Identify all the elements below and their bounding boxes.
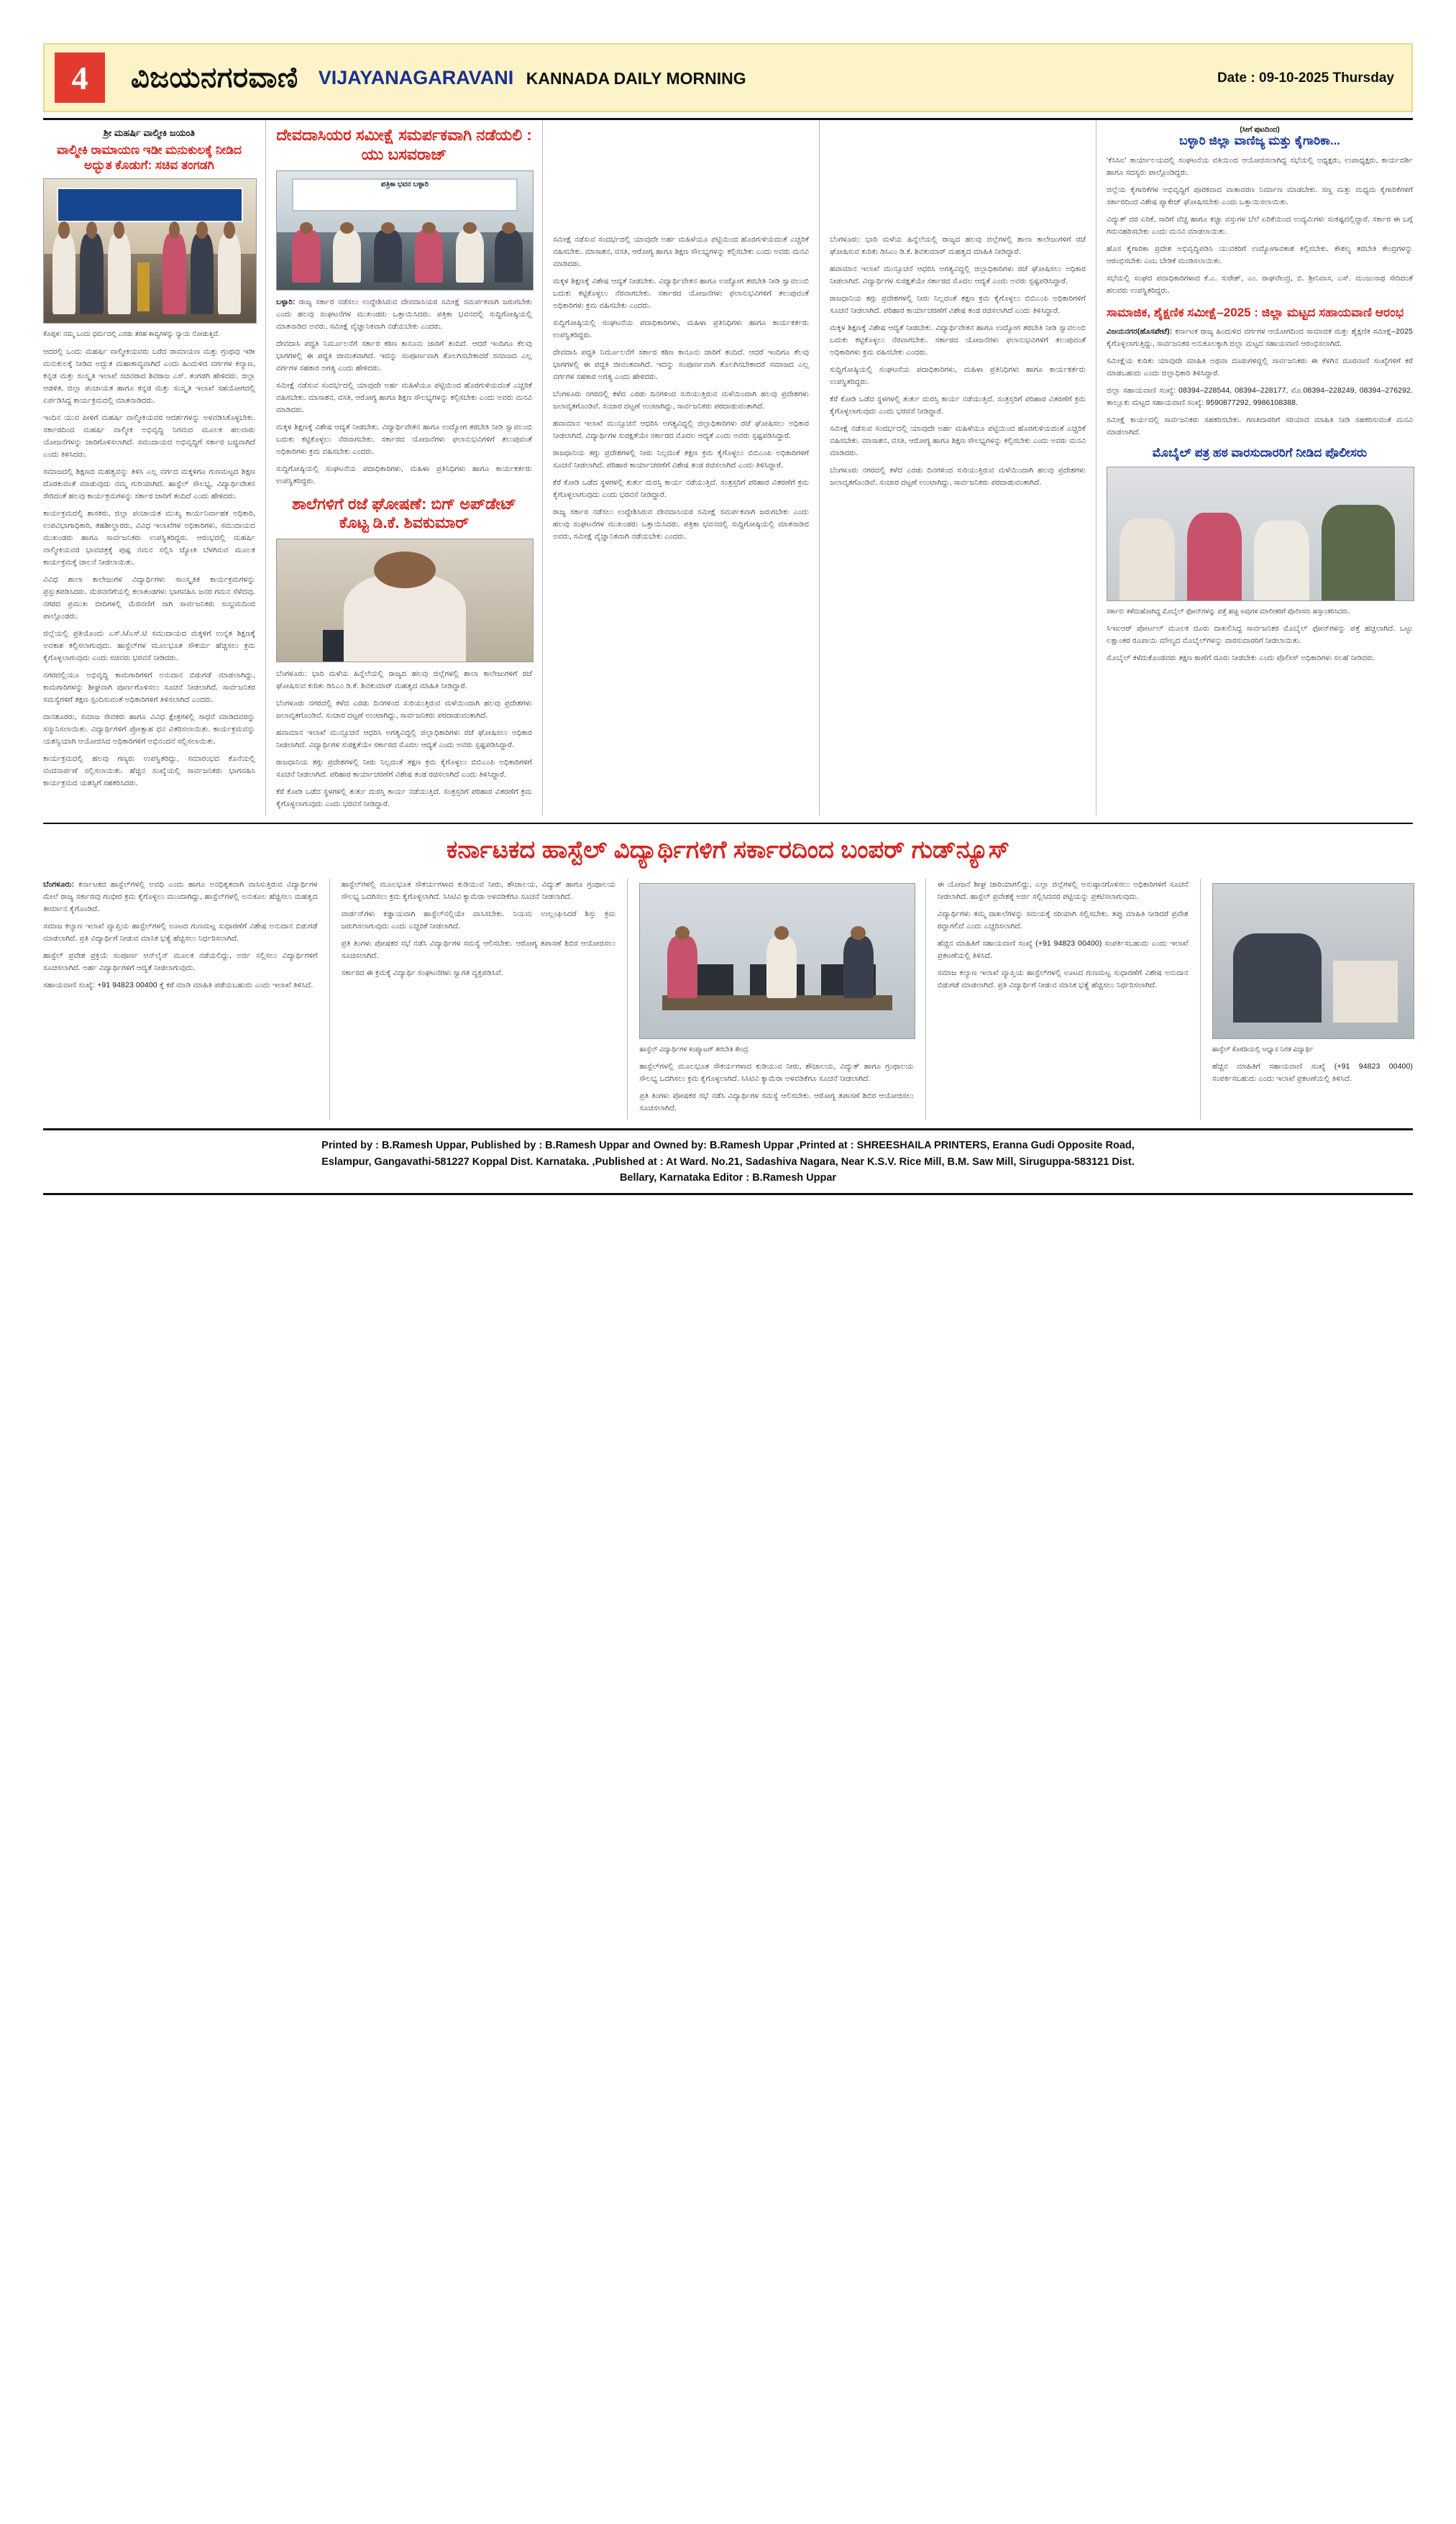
col5-third-body [1107, 623, 1413, 664]
col5-second-lead: ವಿಜಯನಗರ(ಹೊಸಪೇಟೆ): [1107, 327, 1173, 337]
feature-rule [43, 823, 1413, 824]
feature-para [43, 879, 318, 915]
masthead [43, 43, 1413, 112]
column-2 [266, 120, 543, 815]
col5-photo [1107, 467, 1414, 601]
col3-runover-para: ಬೆಂಗಳೂರು ನಗರದಲ್ಲಿ ಕಳೆದ ಎರಡು ದಿನಗಳಿಂದ ಸುರಿಯುತ್ತಿರುವ ಮಳೆಯಿಂದಾಗಿ ಹಲವು ಪ್ರದೇಶಗಳು ಜಲಾವೃತಗೊಂಡಿವೆ. ಸಂಚಾರ ದಟ್ಟಣೆ ಉಂಟಾಗಿದ್ದು, ಸಾರ್ವಜನಿಕರು ಪರದಾಡುವಂತಾಗಿದೆ. [553, 390, 809, 411]
col1-para: ದಾನಶೂರರು, ಸಮಾಜ ಸೇವಕರು ಹಾಗೂ ವಿವಿಧ ಕ್ಷೇತ್ರಗಳಲ್ಲಿ ಸಾಧನೆ ಮಾಡಿದವರನ್ನು ಸನ್ಮಾನಿಸಲಾಯಿತು. ವಿದ್ಯಾರ್ಥಿಗಳಿಗೆ ಪ್ರೋತ್ಸಾಹ ಧನ ವಿತರಿಸಲಾಯಿತು. ಕಾರ್ಯಕ್ರಮವನ್ನು ಯಶಸ್ವಿಯಾಗಿ ಆಯೋಜಿಸಿದ ಅಧಿಕಾರಿಗಳಿಗೆ ಅಭಿನಂದನೆ ಸಲ್ಲಿಸಲಾಯಿತು. [43, 712, 255, 746]
col5-third-para: ಮೊಬೈಲ್ ಕಳೆದುಕೊಂಡವರು ತಕ್ಷಣ ಠಾಣೆಗೆ ದೂರು ನೀಡಬೇಕು ಎಂದು ಪೊಲೀಸ್ ಅಧಿಕಾರಿಗಳು ಸಲಹೆ ನೀಡಿದರು. [1107, 654, 1376, 663]
footer [43, 1130, 1413, 1186]
masthead-title-english-text: VIJAYANAGARAVANI [318, 66, 514, 88]
col2-photo-label: ಪತ್ರಿಕಾ ಭವನ ಬಳ್ಳಾರಿ [380, 180, 429, 188]
col4-runover-para: ಬೆಂಗಳೂರು: ಭಾರಿ ಮಳೆಯ ಹಿನ್ನೆಲೆಯಲ್ಲಿ ರಾಜ್ಯದ ಹಲವು ಜಿಲ್ಲೆಗಳಲ್ಲಿ ಶಾಲಾ ಕಾಲೇಜುಗಳಿಗೆ ರಜೆ ಘೋಷಿಸುವ ಕುರಿತು ಡಿಸಿಎಂ ಡಿ.ಕೆ. ಶಿವಕುಮಾರ್ ಮಹತ್ವದ ಮಾಹಿತಿ ನೀಡಿದ್ದಾರೆ. [830, 235, 1086, 256]
col3-runover-para: ಸಮೀಕ್ಷೆ ನಡೆಸುವ ಸಂದರ್ಭದಲ್ಲಿ ಯಾವುದೇ ಅರ್ಹ ಮಹಿಳೆಯೂ ಪಟ್ಟಿಯಿಂದ ಹೊರಗುಳಿಯದಂತೆ ಎಚ್ಚರಿಕೆ ವಹಿಸಬೇಕು. ಮಾಸಾಶನ, ವಸತಿ, ಆರೋಗ್ಯ ಹಾಗೂ ಶಿಕ್ಷಣ ಸೌಲಭ್ಯಗಳನ್ನು ಕಲ್ಪಿಸಬೇಕು ಎಂದು ಅವರು ಮನವಿ ಮಾಡಿದರು. [553, 235, 809, 268]
col1-photo [43, 178, 257, 324]
col1-headline: ವಾಲ್ಮೀಕಿ ರಾಮಾಯಣ ಇಡೀ ಮನುಕುಲಕ್ಕೆ ನೀಡಿದ ಅದ್ಭುತ ಕೊಡುಗೆ: ಸಚಿವ ತಂಗಡಗಿ [57, 143, 242, 172]
feature-photo-caption-right: ಹಾಸ್ಟೆಲ್ ಕೊಠಡಿಯಲ್ಲಿ ಅಭ್ಯಾಸ ನಿರತ ವಿದ್ಯಾರ್ಥಿ [1212, 1045, 1314, 1053]
col4-runover-para: ಕೆರೆ ಕೋಡಿ ಒಡೆದ ಸ್ಥಳಗಳಲ್ಲಿ ತುರ್ತು ದುರಸ್ತಿ ಕಾರ್ಯ ನಡೆಯುತ್ತಿದೆ. ಸಂತ್ರಸ್ತರಿಗೆ ಪರಿಹಾರ ವಿತರಣೆಗೆ ಕ್ರಮ ಕೈಗೊಳ್ಳಲಾಗುವುದು ಎಂದು ಭರವಸೆ ನೀಡಿದ್ದಾರೆ. [830, 395, 1086, 416]
col2-sub-para: ರಾಜಧಾನಿಯ ತಗ್ಗು ಪ್ರದೇಶಗಳಲ್ಲಿ ನೀರು ನಿಲ್ಲದಂತೆ ತಕ್ಷಣ ಕ್ರಮ ಕೈಗೊಳ್ಳಲು ಬಿಬಿಎಂಪಿ ಅಧಿಕಾರಿಗಳಿಗೆ ಸೂಚನೆ ನೀಡಲಾಗಿದೆ. ಪರಿಹಾರ ಕಾರ್ಯಾಚರಣೆಗೆ ವಿಶೇಷ ತಂಡ ರಚಿಸಲಾಗಿದೆ ಎಂದು ತಿಳಿಸಿದ್ದಾರೆ. [276, 758, 532, 779]
column-4 [820, 120, 1096, 815]
footer-line-2: Eslampur, Gangavathi-581227 Koppal Dist. Karnataka. ,Published at : At Ward. No.21, Sadashiva Nagara, Near K.S.V. Rice Mill, B.M. Saw Mill, Siruguppa-583121 Dist. [321, 1156, 1135, 1168]
col2-body [276, 296, 532, 488]
col4-runover-para: ಬೆಂಗಳೂರು ನಗರದಲ್ಲಿ ಕಳೆದ ಎರಡು ದಿನಗಳಿಂದ ಸುರಿಯುತ್ತಿರುವ ಮಳೆಯಿಂದಾಗಿ ಹಲವು ಪ್ರದೇಶಗಳು ಜಲಾವೃತಗೊಂಡಿವೆ. ಸಂಚಾರ ದಟ್ಟಣೆ ಉಂಟಾಗಿದ್ದು, ಸಾರ್ವಜನಿಕರು ಪರದಾಡುವಂತಾಗಿದೆ. [830, 466, 1086, 487]
col1-para: ನಗರದಲ್ಲಿಯೂ ಅಭಿವೃದ್ಧಿ ಕಾಮಗಾರಿಗಳಿಗೆ ಅನುದಾನ ಬಿಡುಗಡೆ ಮಾಡಲಾಗಿದ್ದು, ಕಾಮಗಾರಿಗಳನ್ನು ಶೀಘ್ರವಾಗಿ ಪೂರ್ಣಗೊಳಿಸಲು ಸೂಚನೆ ನೀಡಲಾಗಿದೆ. ಸಾರ್ವಜನಿಕರ ಸಮಸ್ಯೆಗಳಿಗೆ ತಕ್ಷಣ ಸ್ಪಂದಿಸುವಂತೆ ಅಧಿಕಾರಿಗಳಿಗೆ ತಿಳಿಸಲಾಗಿದೆ ಎಂದರು. [43, 670, 255, 704]
col2-sub-photo [276, 539, 534, 662]
newspaper-page [0, 43, 1456, 2524]
col2-sub-para: ಹವಾಮಾನ ಇಲಾಖೆ ಮುನ್ಸೂಚನೆ ಆಧರಿಸಿ ಅಗತ್ಯವಿದ್ದಲ್ಲಿ ಜಿಲ್ಲಾಧಿಕಾರಿಗಳು ರಜೆ ಘೋಷಿಸಲು ಅಧಿಕಾರ ನೀಡಲಾಗಿದೆ. ವಿದ್ಯಾರ್ಥಿಗಳ ಸುರಕ್ಷತೆಯೇ ಸರ್ಕಾರದ ಮೊದಲ ಆದ್ಯತೆ ಎಂದು ಅವರು ಸ್ಪಷ್ಟಪಡಿಸಿದ್ದಾರೆ. [276, 728, 532, 750]
col5-second-para-text: ಕರ್ನಾಟಕ ರಾಜ್ಯ ಹಿಂದುಳಿದ ವರ್ಗಗಳ ಆಯೋಗದಿಂದ ಸಾಮಾಜಿಕ ಮತ್ತು ಶೈಕ್ಷಣಿಕ ಸಮೀಕ್ಷೆ–2025 ಕೈಗೊಳ್ಳಲಾಗುತ್ತಿದ್ದು, ಸಾರ್ವಜನಿಕರ ಅನುಕೂಲಕ್ಕಾಗಿ ಜಿಲ್ಲಾ ಮಟ್ಟದ ಸಹಾಯವಾಣಿ ಆರಂಭಿಸಲಾಗಿದೆ. [1107, 327, 1413, 349]
bottom-feature [43, 836, 1413, 1120]
col5-second-body [1107, 326, 1413, 439]
col2-lead-place: ಬಳ್ಳಾರಿ: [276, 297, 296, 306]
col1-para: ವಿವಿಧ ಶಾಲಾ ಕಾಲೇಜುಗಳ ವಿದ್ಯಾರ್ಥಿಗಳು ಸಾಂಸ್ಕೃತಿಕ ಕಾರ್ಯಕ್ರಮಗಳನ್ನು ಪ್ರಸ್ತುತಪಡಿಸಿದರು. ಮೆರವಣಿಗೆಯಲ್ಲಿ ಕಲಾತಂಡಗಳು ಭಾಗವಹಿಸಿ ಜನರ ಗಮನ ಸೆಳೆದವು. ನಗರದ ಪ್ರಮುಖ ಬೀದಿಗಳಲ್ಲಿ ಮೆರವಣಿಗೆ ಸಾಗಿ ಸಾರ್ವಜನಿಕರು ಸಂಭ್ರಮದಿಂದ ಪಾಲ್ಗೊಂಡರು. [43, 575, 255, 621]
feature-col-2 [330, 879, 628, 1120]
col5-third-para: ಸಿಇಐಆರ್ ಪೋರ್ಟಲ್ ಮೂಲಕ ದೂರು ದಾಖಲಿಸಿದ್ದ ಸಾರ್ವಜನಿಕರ ಮೊಬೈಲ್ ಫೋನ್‌ಗಳನ್ನು ಪತ್ತೆ ಹಚ್ಚಲಾಗಿದೆ. ಒಟ್ಟು ಲಕ್ಷಾಂತರ ರೂಪಾಯಿ ಮೌಲ್ಯದ ಮೊಬೈಲ್‌ಗಳನ್ನು ವಾರಸುದಾರರಿಗೆ ನೀಡಲಾಯಿತು. [1107, 624, 1413, 646]
col5-para: ವಿದ್ಯುತ್ ದರ ಏರಿಕೆ, ಸಾರಿಗೆ ವೆಚ್ಚ ಹಾಗೂ ಕಚ್ಚಾ ವಸ್ತುಗಳ ಬೆಲೆ ಏರಿಕೆಯಿಂದ ಉದ್ಯಮಿಗಳು ಸಂಕಷ್ಟದಲ್ಲಿದ್ದಾರೆ. ಸರ್ಕಾರ ಈ ಬಗ್ಗೆ ಗಮನಹರಿಸಬೇಕು ಎಂದು ಮನವಿ ಮಾಡಲಾಯಿತು. [1107, 214, 1413, 236]
col5-second-para: ಸಮೀಕ್ಷೆಯ ಕುರಿತು ಯಾವುದೇ ಮಾಹಿತಿ ಅಥವಾ ದೂರುಗಳಿದ್ದಲ್ಲಿ ಸಾರ್ವಜನಿಕರು ಈ ಕೆಳಗಿನ ದೂರವಾಣಿ ಸಂಖ್ಯೆಗಳಿಗೆ ಕರೆ ಮಾಡಬಹುದು ಎಂದು ಜಿಲ್ಲಾಧಿಕಾರಿ ತಿಳಿಸಿದ್ದಾರೆ. [1107, 357, 1413, 378]
footer-line-3: Bellary, Karnataka Editor : B.Ramesh Uppar [619, 1171, 837, 1184]
masthead-subtitle-english: KANNADA DAILY MORNING [526, 68, 746, 88]
page-number: 4 [55, 52, 105, 103]
col4-runover-para: ಹವಾಮಾನ ಇಲಾಖೆ ಮುನ್ಸೂಚನೆ ಆಧರಿಸಿ ಅಗತ್ಯವಿದ್ದಲ್ಲಿ ಜಿಲ್ಲಾಧಿಕಾರಿಗಳು ರಜೆ ಘೋಷಿಸಲು ಅಧಿಕಾರ ನೀಡಲಾಗಿದೆ. ವಿದ್ಯಾರ್ಥಿಗಳ ಸುರಕ್ಷತೆಯೇ ಸರ್ಕಾರದ ಮೊದಲ ಆದ್ಯತೆ ಎಂದು ಅವರು ಸ್ಪಷ್ಟಪಡಿಸಿದ್ದಾರೆ. [830, 265, 1086, 285]
col1-para: ಜಿಲ್ಲೆಯಲ್ಲಿ ಪ್ರತಿಯೊಂದು ಎಸ್.ಸಿ/ಎಸ್.ಟಿ ಸಮುದಾಯದ ಮಕ್ಕಳಿಗೆ ಉನ್ನತ ಶಿಕ್ಷಣಕ್ಕೆ ಅವಕಾಶ ಕಲ್ಪಿಸಲಾಗುವುದು. ಹಾಸ್ಟೆಲ್‌ಗಳ ಮೂಲಭೂತ ಸೌಕರ್ಯ ಹೆಚ್ಚಿಸಲು ಕ್ರಮ ಕೈಗೊಳ್ಳಲಾಗುವುದು ಎಂದು ಸಚಿವರು ಭರವಸೆ ನೀಡಿದರು. [43, 628, 255, 662]
col5-second-para: ಜಿಲ್ಲಾ ಸಹಾಯವಾಣಿ ಸಂಖ್ಯೆ: 08394–228544, 08394–228177, ಮೊ.08394–228249, 08394–276292. ತಾಲ್ಲೂಕು ಮಟ್ಟದ ಸಹಾಯವಾಣಿ ಸಂಖ್ಯೆ: 9590877292, 9986108388. [1107, 386, 1413, 408]
col4-runover-body [830, 234, 1086, 489]
feature-para: ವಿದ್ಯಾರ್ಥಿಗಳು ತಮ್ಮ ದಾಖಲೆಗಳನ್ನು ಸಮಯಕ್ಕೆ ಸರಿಯಾಗಿ ಸಲ್ಲಿಸಬೇಕು. ತಪ್ಪು ಮಾಹಿತಿ ನೀಡಿದರೆ ಪ್ರವೇಶ ರದ್ದಾಗಲಿದೆ ಎಂದು ಎಚ್ಚರಿಸಲಾಗಿದೆ. [937, 909, 1189, 931]
feature-para: ಪ್ರತಿ ತಿಂಗಳು ಪೋಷಕರ ಸಭೆ ನಡೆಸಿ ವಿದ್ಯಾರ್ಥಿಗಳ ಸಮಸ್ಯೆ ಆಲಿಸಬೇಕು. ಆರೋಗ್ಯ ತಪಾಸಣೆ ಶಿಬಿರ ಆಯೋಜಿಸಲು ಸೂಚಿಸಲಾಗಿದೆ. [341, 938, 616, 960]
col2-sub-body [276, 668, 532, 810]
feature-lead-place: ಬೆಂಗಳೂರು: [43, 879, 75, 889]
col3-runover-para: ದೇವದಾಸಿ ಪದ್ಧತಿ ನಿರ್ಮೂಲನೆಗೆ ಸರ್ಕಾರ ಕಠಿಣ ಕಾನೂನು ಜಾರಿಗೆ ತಂದಿದೆ. ಆದರೆ ಇಂದಿಗೂ ಕೆಲವು ಭಾಗಗಳಲ್ಲಿ ಈ ಪದ್ಧತಿ ಜೀವಂತವಾಗಿದೆ. ಇದನ್ನು ಸಂಪೂರ್ಣವಾಗಿ ತೊಲಗಿಸಬೇಕಾದರೆ ಸಮಾಜದ ಎಲ್ಲ ವರ್ಗಗಳ ಸಹಕಾರ ಅಗತ್ಯ ಎಂದು ಹೇಳಿದರು. [553, 348, 809, 381]
col5-para: ಜಿಲ್ಲೆಯ ಕೈಗಾರಿಕೆಗಳ ಅಭಿವೃದ್ಧಿಗೆ ಪೂರಕವಾದ ವಾತಾವರಣ ನಿರ್ಮಾಣ ಮಾಡಬೇಕು. ಸಣ್ಣ ಮತ್ತು ಮಧ್ಯಮ ಕೈಗಾರಿಕೆಗಳಿಗೆ ಸರ್ಕಾರದಿಂದ ವಿಶೇಷ ಪ್ಯಾಕೇಜ್ ಘೋಷಿಸಬೇಕು ಎಂದು ಒತ್ತಾಯಿಸಲಾಯಿತು. [1107, 185, 1413, 206]
col1-photo-caption: ಕೊಪ್ಪಳ: ನಮ್ಮ ಒಂದು ಧರ್ಮದಲ್ಲಿ ಎರಡು ತರಹ ಕಾವ್ಯಗಳನ್ನು ನ್ಯಾಯ ನೋಡುತ್ತಿದೆ. [43, 330, 220, 339]
footer-line-1: Printed by : B.Ramesh Uppar, Published by : B.Ramesh Uppar and Owned by: B.Ramesh Uppar ,Printed at : SHREESHAILA PRINTERS, Eranna Gudi Opposite Road, [321, 1140, 1135, 1152]
col5-para: ಹೊಸ ಕೈಗಾರಿಕಾ ಪ್ರದೇಶ ಅಭಿವೃದ್ಧಿಪಡಿಸಿ ಯುವಕರಿಗೆ ಉದ್ಯೋಗಾವಕಾಶ ಕಲ್ಪಿಸಬೇಕು. ಕೌಶಲ್ಯ ತರಬೇತಿ ಕೇಂದ್ರಗಳನ್ನು ಆರಂಭಿಸಬೇಕು ಎಂಬ ಬೇಡಿಕೆ ಮಂಡಿಸಲಾಯಿತು. [1107, 244, 1413, 265]
col4-runover-para: ಸಮೀಕ್ಷೆ ನಡೆಸುವ ಸಂದರ್ಭದಲ್ಲಿ ಯಾವುದೇ ಅರ್ಹ ಮಹಿಳೆಯೂ ಪಟ್ಟಿಯಿಂದ ಹೊರಗುಳಿಯದಂತೆ ಎಚ್ಚರಿಕೆ ವಹಿಸಬೇಕು. ಮಾಸಾಶನ, ವಸತಿ, ಆರೋಗ್ಯ ಹಾಗೂ ಶಿಕ್ಷಣ ಸೌಲಭ್ಯಗಳನ್ನು ಕಲ್ಪಿಸಬೇಕು ಎಂದು ಅವರು ಮನವಿ ಮಾಡಿದರು. [830, 424, 1086, 457]
col5-kicker: (ಸೀಗೆ ಪುಟದಿಂದ) [1240, 126, 1280, 134]
col5-para: 'ಕೆಸಿಸಿಐ' ಕಾರ್ಯಾಲಯದಲ್ಲಿ ಸಂಘಟನೆಯ ವತಿಯಿಂದ ಆಯೋಜಿಸಲಾಗಿದ್ದ ಸಭೆಯಲ್ಲಿ ಅಧ್ಯಕ್ಷರು, ಉಪಾಧ್ಯಕ್ಷರು, ಕಾರ್ಯದರ್ಶಿ ಹಾಗೂ ಸದಸ್ಯರು ಪಾಲ್ಗೊಂಡಿದ್ದರು. [1107, 155, 1413, 177]
col5-para: ಸಭೆಯಲ್ಲಿ ಸಂಘದ ಪದಾಧಿಕಾರಿಗಳಾದ ಕೆ.ಎ. ಸುರೇಶ್, ಎಂ. ರಾಘವೇಂದ್ರ, ಬಿ. ಶ್ರೀನಿವಾಸ, ಎಸ್. ಮಂಜುನಾಥ ಸೇರಿದಂತೆ ಹಲವರು ಉಪಸ್ಥಿತರಿದ್ದರು. [1107, 273, 1413, 295]
col3-runover-para: ರಾಜಧಾನಿಯ ತಗ್ಗು ಪ್ರದೇಶಗಳಲ್ಲಿ ನೀರು ನಿಲ್ಲದಂತೆ ತಕ್ಷಣ ಕ್ರಮ ಕೈಗೊಳ್ಳಲು ಬಿಬಿಎಂಪಿ ಅಧಿಕಾರಿಗಳಿಗೆ ಸೂಚನೆ ನೀಡಲಾಗಿದೆ. ಪರಿಹಾರ ಕಾರ್ಯಾಚರಣೆಗೆ ವಿಶೇಷ ತಂಡ ರಚಿಸಲಾಗಿದೆ ಎಂದು ತಿಳಿಸಿದ್ದಾರೆ. [553, 449, 809, 470]
feature-para: ಸಮಾಜ ಕಲ್ಯಾಣ ಇಲಾಖೆ ವ್ಯಾಪ್ತಿಯ ಹಾಸ್ಟೆಲ್‌ಗಳಲ್ಲಿ ಊಟದ ಗುಣಮಟ್ಟ ಸುಧಾರಣೆಗೆ ವಿಶೇಷ ಅನುದಾನ ಬಿಡುಗಡೆ ಮಾಡಲಾಗಿದೆ. ಪ್ರತಿ ವಿದ್ಯಾರ್ಥಿಗೆ ನೀಡುವ ಮಾಸಿಕ ಭತ್ಯೆ ಹೆಚ್ಚಿಸಲು ನಿರ್ಧರಿಸಲಾಗಿದೆ. [43, 921, 318, 943]
col4-runover-para: ಮಕ್ಕಳ ಶಿಕ್ಷಣಕ್ಕೆ ವಿಶೇಷ ಆದ್ಯತೆ ನೀಡಬೇಕು. ವಿದ್ಯಾರ್ಥಿವೇತನ ಹಾಗೂ ಉದ್ಯೋಗ ತರಬೇತಿ ನೀಡಿ ಸ್ವಾವಲಂಬಿ ಬದುಕು ಕಟ್ಟಿಕೊಳ್ಳಲು ನೆರವಾಗಬೇಕು. ಸರ್ಕಾರದ ಯೋಜನೆಗಳು ಫಲಾನುಭವಿಗಳಿಗೆ ತಲುಪುವಂತೆ ಅಧಿಕಾರಿಗಳು ಕ್ರಮ ವಹಿಸಬೇಕು ಎಂದರು. [830, 324, 1086, 357]
feature-col-5 [1201, 879, 1413, 1120]
feature-para: ಹೆಚ್ಚಿನ ಮಾಹಿತಿಗೆ ಸಹಾಯವಾಣಿ ಸಂಖ್ಯೆ (+91 94823 00400) ಸಂಪರ್ಕಿಸಬಹುದು ಎಂದು ಇಲಾಖೆ ಪ್ರಕಟಣೆಯಲ್ಲಿ ತಿಳಿಸಿದೆ. [1212, 1062, 1414, 1084]
feature-photo-caption-left: ಹಾಸ್ಟೆಲ್ ವಿದ್ಯಾರ್ಥಿಗಳ ಕಂಪ್ಯೂಟರ್ ತರಬೇತಿ ಕೇಂದ್ರ [639, 1045, 748, 1053]
col2-para-text: ರಾಜ್ಯ ಸರ್ಕಾರ ನಡೆಸಲು ಉದ್ದೇಶಿಸಿರುವ ದೇವದಾಸಿಯರ ಸಮೀಕ್ಷೆ ಸಮರ್ಪಕವಾಗಿ ಜರುಗಬೇಕು ಎಂದು ಹಲವು ಸಂಘಟನೆಗಳ ಮುಖಂಡರು ಒತ್ತಾಯಿಸಿದರು. ಪತ್ರಿಕಾ ಭವನದಲ್ಲಿ ಸುದ್ದಿಗೋಷ್ಠಿಯಲ್ಲಿ ಮಾತನಾಡಿದ ಅವರು, ಸಮೀಕ್ಷೆ ವೈಜ್ಞಾನಿಕವಾಗಿ ನಡೆಯಬೇಕು ಎಂದರು. [276, 297, 532, 331]
col2-photo [276, 170, 534, 291]
masthead-title-kannada: ವಿಜಯನಗರವಾಣಿ [131, 61, 298, 93]
col5-body [1107, 155, 1413, 297]
feature-para: ಸಮಾಜ ಕಲ್ಯಾಣ ಇಲಾಖೆ ವ್ಯಾಪ್ತಿಯ ಹಾಸ್ಟೆಲ್‌ಗಳಲ್ಲಿ ಊಟದ ಗುಣಮಟ್ಟ ಸುಧಾರಣೆಗೆ ವಿಶೇಷ ಅನುದಾನ ಬಿಡುಗಡೆ ಮಾಡಲಾಗಿದೆ. ಪ್ರತಿ ವಿದ್ಯಾರ್ಥಿಗೆ ನೀಡುವ ಮಾಸಿಕ ಭತ್ಯೆ ಹೆಚ್ಚಿಸಲು ನಿರ್ಧರಿಸಲಾಗಿದೆ. [937, 968, 1189, 989]
col5-headline: ಬಳ್ಳಾರಿ ಜಿಲ್ಲಾ ವಾಣಿಜ್ಯ ಮತ್ತು ಕೈಗಾರಿಕಾ... [1178, 134, 1341, 147]
col1-para: ಸಮಾಜದಲ್ಲಿ ಶಿಕ್ಷಣದ ಮಹತ್ವವನ್ನು ತಿಳಿಸಿ ಎಲ್ಲ ವರ್ಗದ ಮಕ್ಕಳಿಗೂ ಗುಣಮಟ್ಟದ ಶಿಕ್ಷಣ ದೊರಕುವಂತೆ ಮಾಡುವುದು ನಮ್ಮ ಗುರಿಯಾಗಿದೆ. ಹಾಸ್ಟೆಲ್ ಸೌಲಭ್ಯ, ವಿದ್ಯಾರ್ಥಿವೇತನ ಸೇರಿದಂತೆ ಹಲವು ಕಾರ್ಯಕ್ರಮಗಳನ್ನು ಸರ್ಕಾರ ಜಾರಿಗೆ ತಂದಿದೆ ಎಂದು ಹೇಳಿದರು. [43, 467, 255, 500]
col3-runover-para: ಹವಾಮಾನ ಇಲಾಖೆ ಮುನ್ಸೂಚನೆ ಆಧರಿಸಿ ಅಗತ್ಯವಿದ್ದಲ್ಲಿ ಜಿಲ್ಲಾಧಿಕಾರಿಗಳು ರಜೆ ಘೋಷಿಸಲು ಅಧಿಕಾರ ನೀಡಲಾಗಿದೆ. ವಿದ್ಯಾರ್ಥಿಗಳ ಸುರಕ್ಷತೆಯೇ ಸರ್ಕಾರದ ಮೊದಲ ಆದ್ಯತೆ ಎಂದು ಅವರು ಸ್ಪಷ್ಟಪಡಿಸಿದ್ದಾರೆ. [553, 419, 809, 440]
feature-para: ಹಾಸ್ಟೆಲ್‌ಗಳಲ್ಲಿ ಮೂಲಭೂತ ಸೌಕರ್ಯಗಳಾದ ಕುಡಿಯುವ ನೀರು, ಶೌಚಾಲಯ, ವಿದ್ಯುತ್ ಹಾಗೂ ಗ್ರಂಥಾಲಯ ಸೌಲಭ್ಯ ಒದಗಿಸಲು ಕ್ರಮ ಕೈಗೊಳ್ಳಲಾಗಿದೆ. ಸಿಸಿಟಿವಿ ಕ್ಯಾಮೆರಾ ಅಳವಡಿಕೆಗೂ ಸೂಚನೆ ನೀಡಲಾಗಿದೆ. [639, 1062, 914, 1084]
feature-para: ಸಹಾಯವಾಣಿ ಸಂಖ್ಯೆ: +91 94823 00400 ಕ್ಕೆ ಕರೆ ಮಾಡಿ ಮಾಹಿತಿ ಪಡೆಯಬಹುದು ಎಂದು ಇಲಾಖೆ ತಿಳಿಸಿದೆ. [43, 980, 313, 989]
col3-runover-para: ಮಕ್ಕಳ ಶಿಕ್ಷಣಕ್ಕೆ ವಿಶೇಷ ಆದ್ಯತೆ ನೀಡಬೇಕು. ವಿದ್ಯಾರ್ಥಿವೇತನ ಹಾಗೂ ಉದ್ಯೋಗ ತರಬೇತಿ ನೀಡಿ ಸ್ವಾವಲಂಬಿ ಬದುಕು ಕಟ್ಟಿಕೊಳ್ಳಲು ನೆರವಾಗಬೇಕು. ಸರ್ಕಾರದ ಯೋಜನೆಗಳು ಫಲಾನುಭವಿಗಳಿಗೆ ತಲುಪುವಂತೆ ಅಧಿಕಾರಿಗಳು ಕ್ರಮ ವಹಿಸಬೇಕು ಎಂದರು. [553, 277, 809, 310]
feature-col-1 [43, 879, 330, 1120]
col1-para: ಇಂದಿನ ಯುವ ಪೀಳಿಗೆ ಮಹರ್ಷಿ ವಾಲ್ಮೀಕಿಯವರ ಆದರ್ಶಗಳನ್ನು ಅಳವಡಿಸಿಕೊಳ್ಳಬೇಕು. ಸರ್ಕಾರದಿಂದ ಮಹರ್ಷಿ ವಾಲ್ಮೀಕಿ ಅಭಿವೃದ್ಧಿ ನಿಗಮದ ಮೂಲಕ ಹಲವಾರು ಯೋಜನೆಗಳನ್ನು ಜಾರಿಗೊಳಿಸಲಾಗಿದೆ. ಸಮುದಾಯದ ಅಭಿವೃದ್ಧಿಗೆ ಸರ್ಕಾರ ಬದ್ಧವಾಗಿದೆ ಎಂದು ತಿಳಿಸಿದರು. [43, 413, 255, 459]
col5-third-headline: ಮೊಬೈಲ್ ಪತ್ರ ಹಠ ವಾರಸುದಾರರಿಗೆ ನೀಡಿದ ಪೊಲೀಸರು [1152, 446, 1368, 460]
feature-para: ಸರ್ಕಾರದ ಈ ಕ್ರಮಕ್ಕೆ ವಿದ್ಯಾರ್ಥಿ ಸಂಘಟನೆಗಳು ಸ್ವಾಗತ ವ್ಯಕ್ತಪಡಿಸಿವೆ. [341, 968, 503, 977]
feature-para: ಹೆಚ್ಚಿನ ಮಾಹಿತಿಗೆ ಸಹಾಯವಾಣಿ ಸಂಖ್ಯೆ (+91 94823 00400) ಸಂಪರ್ಕಿಸಬಹುದು ಎಂದು ಇಲಾಖೆ ಪ್ರಕಟಣೆಯಲ್ಲಿ ತಿಳಿಸಿದೆ. [937, 938, 1189, 960]
col2-para: ದೇವದಾಸಿ ಪದ್ಧತಿ ನಿರ್ಮೂಲನೆಗೆ ಸರ್ಕಾರ ಕಠಿಣ ಕಾನೂನು ಜಾರಿಗೆ ತಂದಿದೆ. ಆದರೆ ಇಂದಿಗೂ ಕೆಲವು ಭಾಗಗಳಲ್ಲಿ ಈ ಪದ್ಧತಿ ಜೀವಂತವಾಗಿದೆ. ಇದನ್ನು ಸಂಪೂರ್ಣವಾಗಿ ತೊಲಗಿಸಬೇಕಾದರೆ ಸಮಾಜದ ಎಲ್ಲ ವರ್ಗಗಳ ಸಹಕಾರ ಅಗತ್ಯ ಎಂದು ಹೇಳಿದರು. [276, 339, 532, 372]
col5-second-para: ಸಮೀಕ್ಷೆ ಕಾರ್ಯದಲ್ಲಿ ಸಾರ್ವಜನಿಕರು ಸಹಕರಿಸಬೇಕು. ಗಣತಿದಾರರಿಗೆ ಸರಿಯಾದ ಮಾಹಿತಿ ನೀಡಿ ಸಹಕರಿಸುವಂತೆ ಮನವಿ ಮಾಡಲಾಗಿದೆ. [1107, 416, 1413, 437]
feature-col-3 [628, 879, 926, 1120]
column-1 [43, 120, 266, 815]
col3-runover-para: ಸುದ್ದಿಗೋಷ್ಠಿಯಲ್ಲಿ ಸಂಘಟನೆಯ ಪದಾಧಿಕಾರಿಗಳು, ಮಹಿಳಾ ಪ್ರತಿನಿಧಿಗಳು ಹಾಗೂ ಕಾರ್ಯಕರ್ತರು ಉಪಸ್ಥಿತರಿದ್ದರು. [553, 319, 809, 339]
col2-sub-headline: ಶಾಲೆಗಳಿಗೆ ರಜೆ ಘೋಷಣೆ: ಬಿಗ್ ಅಪ್‌ಡೇಟ್ ಕೊಟ್ಟ ಡಿ.ಕೆ. ಶಿವಕುಮಾರ್ [292, 494, 516, 532]
col2-sub-para: ಕೆರೆ ಕೋಡಿ ಒಡೆದ ಸ್ಥಳಗಳಲ್ಲಿ ತುರ್ತು ದುರಸ್ತಿ ಕಾರ್ಯ ನಡೆಯುತ್ತಿದೆ. ಸಂತ್ರಸ್ತರಿಗೆ ಪರಿಹಾರ ವಿತರಣೆಗೆ ಕ್ರಮ ಕೈಗೊಳ್ಳಲಾಗುವುದು ಎಂದು ಭರವಸೆ ನೀಡಿದ್ದಾರೆ. [276, 787, 532, 809]
col1-body [43, 346, 255, 790]
col1-para: ಕಾರ್ಯಕ್ರಮದಲ್ಲಿ ಶಾಸಕರು, ಜಿಲ್ಲಾ ಪಂಚಾಯತ ಮುಖ್ಯ ಕಾರ್ಯನಿರ್ವಾಹಕ ಅಧಿಕಾರಿ, ಉಪವಿಭಾಗಾಧಿಕಾರಿ, ತಹಶೀಲ್ದಾರರು, ವಿವಿಧ ಇಲಾಖೆಗಳ ಅಧಿಕಾರಿಗಳು, ಸಮುದಾಯದ ಮುಖಂಡರು ಹಾಗೂ ಸಾರ್ವಜನಿಕರು ಉಪಸ್ಥಿತರಿದ್ದರು. ಆರಂಭದಲ್ಲಿ ಮಹರ್ಷಿ ವಾಲ್ಮೀಕಿಯವರ ಭಾವಚಿತ್ರಕ್ಕೆ ಪುಷ್ಪ ನಮನ ಸಲ್ಲಿಸಿ ಜ್ಯೋತಿ ಬೆಳಗಿಸುವ ಮೂಲಕ ಕಾರ್ಯಕ್ರಮಕ್ಕೆ ಚಾಲನೆ ನೀಡಲಾಯಿತು. [43, 508, 255, 567]
col4-runover-para: ಸುದ್ದಿಗೋಷ್ಠಿಯಲ್ಲಿ ಸಂಘಟನೆಯ ಪದಾಧಿಕಾರಿಗಳು, ಮಹಿಳಾ ಪ್ರತಿನಿಧಿಗಳು ಹಾಗೂ ಕಾರ್ಯಕರ್ತರು ಉಪಸ್ಥಿತರಿದ್ದರು. [830, 365, 1086, 386]
col3-runover-para: ಕೆರೆ ಕೋಡಿ ಒಡೆದ ಸ್ಥಳಗಳಲ್ಲಿ ತುರ್ತು ದುರಸ್ತಿ ಕಾರ್ಯ ನಡೆಯುತ್ತಿದೆ. ಸಂತ್ರಸ್ತರಿಗೆ ಪರಿಹಾರ ವಿತರಣೆಗೆ ಕ್ರಮ ಕೈಗೊಳ್ಳಲಾಗುವುದು ಎಂದು ಭರವಸೆ ನೀಡಿದ್ದಾರೆ. [553, 478, 809, 499]
col5-photo-caption: ಸರ್ಕಾರ: ಕಳೆದುಹೋಗಿದ್ದ ಮೊಬೈಲ್ ಫೋನ್‌ಗಳನ್ನು ಪತ್ತೆ ಹಚ್ಚಿ ಅವುಗಳ ಮಾಲೀಕರಿಗೆ ಪೊಲೀಸರು ಹಸ್ತಾಂತರಿಸಿದರು. [1107, 608, 1350, 616]
feature-para: ಹಾಸ್ಟೆಲ್ ಪ್ರವೇಶ ಪ್ರಕ್ರಿಯೆ ಸಂಪೂರ್ಣ ಆನ್‌ಲೈನ್ ಮೂಲಕ ನಡೆಯಲಿದ್ದು, ಅರ್ಜಿ ಸಲ್ಲಿಸಲು ವಿದ್ಯಾರ್ಥಿಗಳಿಗೆ ಸೂಚಿಸಲಾಗಿದೆ. ಅರ್ಹ ವಿದ್ಯಾರ್ಥಿಗಳಿಗೆ ಆದ್ಯತೆ ನೀಡಲಾಗುವುದು. [43, 951, 318, 972]
col1-para: ಆದರಲ್ಲಿ ಒಂದು ಮಹರ್ಷಿ ವಾಲ್ಮೀಕಿಯವರು ಬರೆದ ರಾಮಾಯಣ ಮತ್ತು ಗ್ರಂಥವು ಇಡೀ ಮನುಕುಲಕ್ಕೆ ನೀಡಿದ ಅದ್ಭುತ ಮಹಾಕಾವ್ಯವಾಗಿದೆ ಎಂದು ಹಿಂದುಳಿದ ವರ್ಗಗಳ ಕಲ್ಯಾಣ, ಕನ್ನಡ ಮತ್ತು ಸಂಸ್ಕೃತಿ ಇಲಾಖೆ ಸಚಿವರಾದ ಶಿವರಾಜ ಎಸ್. ತಂಗಡಗಿ ಹೇಳಿದರು. ಜಿಲ್ಲಾ ಆಡಳಿತ, ಜಿಲ್ಲಾ ಪಂಚಾಯತ ಹಾಗೂ ಕನ್ನಡ ಮತ್ತು ಸಂಸ್ಕೃತಿ ಇಲಾಖೆ ಸಹಯೋಗದಲ್ಲಿ ಏರ್ಪಡಿಸಿದ್ದ ಕಾರ್ಯಕ್ರಮದಲ್ಲಿ ಮಾತನಾಡಿದರು. [43, 347, 255, 405]
column-5 [1096, 120, 1413, 815]
feature-para: ವಾರ್ಡನ್‌ಗಳು ಕಡ್ಡಾಯವಾಗಿ ಹಾಸ್ಟೆಲ್‌ನಲ್ಲಿಯೇ ವಾಸಿಸಬೇಕು. ನಿಯಮ ಉಲ್ಲಂಘಿಸಿದರೆ ಶಿಸ್ತು ಕ್ರಮ ಜರುಗಿಸಲಾಗುವುದು ಎಂದು ಎಚ್ಚರಿಕೆ ನೀಡಲಾಗಿದೆ. [341, 909, 616, 931]
col2-para: ಮಕ್ಕಳ ಶಿಕ್ಷಣಕ್ಕೆ ವಿಶೇಷ ಆದ್ಯತೆ ನೀಡಬೇಕು. ವಿದ್ಯಾರ್ಥಿವೇತನ ಹಾಗೂ ಉದ್ಯೋಗ ತರಬೇತಿ ನೀಡಿ ಸ್ವಾವಲಂಬಿ ಬದುಕು ಕಟ್ಟಿಕೊಳ್ಳಲು ನೆರವಾಗಬೇಕು. ಸರ್ಕಾರದ ಯೋಜನೆಗಳು ಫಲಾನುಭವಿಗಳಿಗೆ ತಲುಪುವಂತೆ ಅಧಿಕಾರಿಗಳು ಕ್ರಮ ವಹಿಸಬೇಕು ಎಂದರು. [276, 422, 532, 456]
col5-second-para [1107, 326, 1413, 350]
col5-second-headline: ಸಾಮಾಜಿಕ, ಶೈಕ್ಷಣಿಕ ಸಮೀಕ್ಷೆ–2025 : ಜಿಲ್ಲಾ ಮಟ್ಟದ ಸಹಾಯವಾಣಿ ಆರಂಭ [1107, 305, 1404, 319]
masthead-title-english [319, 67, 746, 89]
col4-runover-para: ರಾಜಧಾನಿಯ ತಗ್ಗು ಪ್ರದೇಶಗಳಲ್ಲಿ ನೀರು ನಿಲ್ಲದಂತೆ ತಕ್ಷಣ ಕ್ರಮ ಕೈಗೊಳ್ಳಲು ಬಿಬಿಎಂಪಿ ಅಧಿಕಾರಿಗಳಿಗೆ ಸೂಚನೆ ನೀಡಲಾಗಿದೆ. ಪರಿಹಾರ ಕಾರ್ಯಾಚರಣೆಗೆ ವಿಶೇಷ ತಂಡ ರಚಿಸಲಾಗಿದೆ ಎಂದು ತಿಳಿಸಿದ್ದಾರೆ. [830, 294, 1086, 315]
col1-para: ಕಾರ್ಯಕ್ರಮದಲ್ಲಿ ಹಲವು ಗಣ್ಯರು ಉಪಸ್ಥಿತರಿದ್ದು, ಸಮಾರಂಭದ ಕೊನೆಯಲ್ಲಿ ವಂದನಾರ್ಪಣೆ ಸಲ್ಲಿಸಲಾಯಿತು. ಹೆಚ್ಚಿನ ಸಂಖ್ಯೆಯಲ್ಲಿ ಸಾರ್ವಜನಿಕರು ಭಾಗವಹಿಸಿ ಕಾರ್ಯಕ್ರಮದ ಯಶಸ್ಸಿಗೆ ಸಹಕರಿಸಿದರು. [43, 754, 255, 787]
col1-kicker: ಶ್ರೀ ಮಹರ್ಷಿ ವಾಲ್ಮೀಕಿ ಜಯಂತಿ [103, 127, 196, 138]
feature-para: ಪ್ರತಿ ತಿಂಗಳು ಪೋಷಕರ ಸಭೆ ನಡೆಸಿ ವಿದ್ಯಾರ್ಥಿಗಳ ಸಮಸ್ಯೆ ಆಲಿಸಬೇಕು. ಆರೋಗ್ಯ ತಪಾಸಣೆ ಶಿಬಿರ ಆಯೋಜಿಸಲು ಸೂಚಿಸಲಾಗಿದೆ. [639, 1092, 914, 1113]
col3-runover-para: ರಾಜ್ಯ ಸರ್ಕಾರ ನಡೆಸಲು ಉದ್ದೇಶಿಸಿರುವ ದೇವದಾಸಿಯರ ಸಮೀಕ್ಷೆ ಸಮರ್ಪಕವಾಗಿ ಜರುಗಬೇಕು ಎಂದು ಹಲವು ಸಂಘಟನೆಗಳ ಮುಖಂಡರು ಒತ್ತಾಯಿಸಿದರು. ಪತ್ರಿಕಾ ಭವನದಲ್ಲಿ ಸುದ್ದಿಗೋಷ್ಠಿಯಲ್ಲಿ ಮಾತನಾಡಿದ ಅವರು, ಸಮೀಕ್ಷೆ ವೈಜ್ಞಾನಿಕವಾಗಿ ನಡೆಯಬೇಕು ಎಂದರು. [553, 508, 809, 541]
masthead-date: Date : 09-10-2025 Thursday [1217, 70, 1394, 86]
feature-photo-right [1212, 883, 1414, 1039]
feature-para: ಈ ಯೋಜನೆ ಶೀಘ್ರ ಜಾರಿಯಾಗಲಿದ್ದು, ಎಲ್ಲಾ ಜಿಲ್ಲೆಗಳಲ್ಲಿ ಅನುಷ್ಠಾನಗೊಳಿಸಲು ಅಧಿಕಾರಿಗಳಿಗೆ ಸೂಚನೆ ನೀಡಲಾಗಿದೆ. ಹಾಸ್ಟೆಲ್ ಪ್ರವೇಶಕ್ಕೆ ಅರ್ಜಿ ಸಲ್ಲಿಸಿದವರ ಪಟ್ಟಿಯನ್ನು ಪ್ರಕಟಿಸಲಾಗುವುದು. [937, 879, 1189, 901]
col2-para: ಸಮೀಕ್ಷೆ ನಡೆಸುವ ಸಂದರ್ಭದಲ್ಲಿ ಯಾವುದೇ ಅರ್ಹ ಮಹಿಳೆಯೂ ಪಟ್ಟಿಯಿಂದ ಹೊರಗುಳಿಯದಂತೆ ಎಚ್ಚರಿಕೆ ವಹಿಸಬೇಕು. ಮಾಸಾಶನ, ವಸತಿ, ಆರೋಗ್ಯ ಹಾಗೂ ಶಿಕ್ಷಣ ಸೌಲಭ್ಯಗಳನ್ನು ಕಲ್ಪಿಸಬೇಕು ಎಂದು ಅವರು ಮನವಿ ಮಾಡಿದರು. [276, 380, 532, 414]
col2-sub-para: ಬೆಂಗಳೂರು: ಭಾರಿ ಮಳೆಯ ಹಿನ್ನೆಲೆಯಲ್ಲಿ ರಾಜ್ಯದ ಹಲವು ಜಿಲ್ಲೆಗಳಲ್ಲಿ ಶಾಲಾ ಕಾಲೇಜುಗಳಿಗೆ ರಜೆ ಘೋಷಿಸುವ ಕುರಿತು ಡಿಸಿಎಂ ಡಿ.ಕೆ. ಶಿವಕುಮಾರ್ ಮಹತ್ವದ ಮಾಹಿತಿ ನೀಡಿದ್ದಾರೆ. [276, 669, 532, 691]
column-3 [543, 120, 820, 815]
feature-headline: ಕರ್ನಾಟಕದ ಹಾಸ್ಟೆಲ್ ವಿದ್ಯಾರ್ಥಿಗಳಿಗೆ ಸರ್ಕಾರದಿಂದ ಬಂಪರ್ ಗುಡ್‌ನ್ಯೂಸ್ [447, 836, 1009, 864]
main-columns [43, 120, 1413, 815]
feature-para-text: ಕರ್ನಾಟಕದ ಹಾಸ್ಟೆಲ್‌ಗಳಲ್ಲಿ ಅವಧಿ ಎಂದು ಹಾಗೂ ಅನಧಿಕೃತವಾಗಿ ವಾಸಿಸುತ್ತಿರುವ ವಿದ್ಯಾರ್ಥಿಗಳ ಮೇಲೆ ರಾಜ್ಯ ಸರ್ಕಾರವು ಗಂಭೀರ ಕ್ರಮ ಕೈಗೊಳ್ಳಲು ಮುಂದಾಗಿದ್ದು, ಹಾಸ್ಟೆಲ್‌ಗಳಲ್ಲಿ ಅನುಕೂಲ ಹೆಚ್ಚಿಸಲು ಮಹತ್ವದ ತೀರ್ಮಾನ ಕೈಗೊಂಡಿದೆ. [43, 879, 318, 913]
col2-para [276, 296, 532, 333]
feature-col-4 [926, 879, 1201, 1120]
feature-photo-left [639, 883, 915, 1039]
col2-para: ಸುದ್ದಿಗೋಷ್ಠಿಯಲ್ಲಿ ಸಂಘಟನೆಯ ಪದಾಧಿಕಾರಿಗಳು, ಮಹಿಳಾ ಪ್ರತಿನಿಧಿಗಳು ಹಾಗೂ ಕಾರ್ಯಕರ್ತರು ಉಪಸ್ಥಿತರಿದ್ದರು. [276, 464, 532, 485]
feature-para: ಹಾಸ್ಟೆಲ್‌ಗಳಲ್ಲಿ ಮೂಲಭೂತ ಸೌಕರ್ಯಗಳಾದ ಕುಡಿಯುವ ನೀರು, ಶೌಚಾಲಯ, ವಿದ್ಯುತ್ ಹಾಗೂ ಗ್ರಂಥಾಲಯ ಸೌಲಭ್ಯ ಒದಗಿಸಲು ಕ್ರಮ ಕೈಗೊಳ್ಳಲಾಗಿದೆ. ಸಿಸಿಟಿವಿ ಕ್ಯಾಮೆರಾ ಅಳವಡಿಕೆಗೂ ಸೂಚನೆ ನೀಡಲಾಗಿದೆ. [341, 879, 616, 901]
col2-sub-para: ಬೆಂಗಳೂರು ನಗರದಲ್ಲಿ ಕಳೆದ ಎರಡು ದಿನಗಳಿಂದ ಸುರಿಯುತ್ತಿರುವ ಮಳೆಯಿಂದಾಗಿ ಹಲವು ಪ್ರದೇಶಗಳು ಜಲಾವೃತಗೊಂಡಿವೆ. ಸಂಚಾರ ದಟ್ಟಣೆ ಉಂಟಾಗಿದ್ದು, ಸಾರ್ವಜನಿಕರು ಪರದಾಡುವಂತಾಗಿದೆ. [276, 699, 532, 721]
col2-headline: ದೇವದಾಸಿಯರ ಸಮೀಕ್ಷೆ ಸಮರ್ಪಕವಾಗಿ ನಡೆಯಲಿ : ಯು ಬಸವರಾಜ್ [276, 126, 532, 163]
footer-rule-bottom [43, 1193, 1413, 1195]
col3-runover-body [553, 234, 809, 543]
